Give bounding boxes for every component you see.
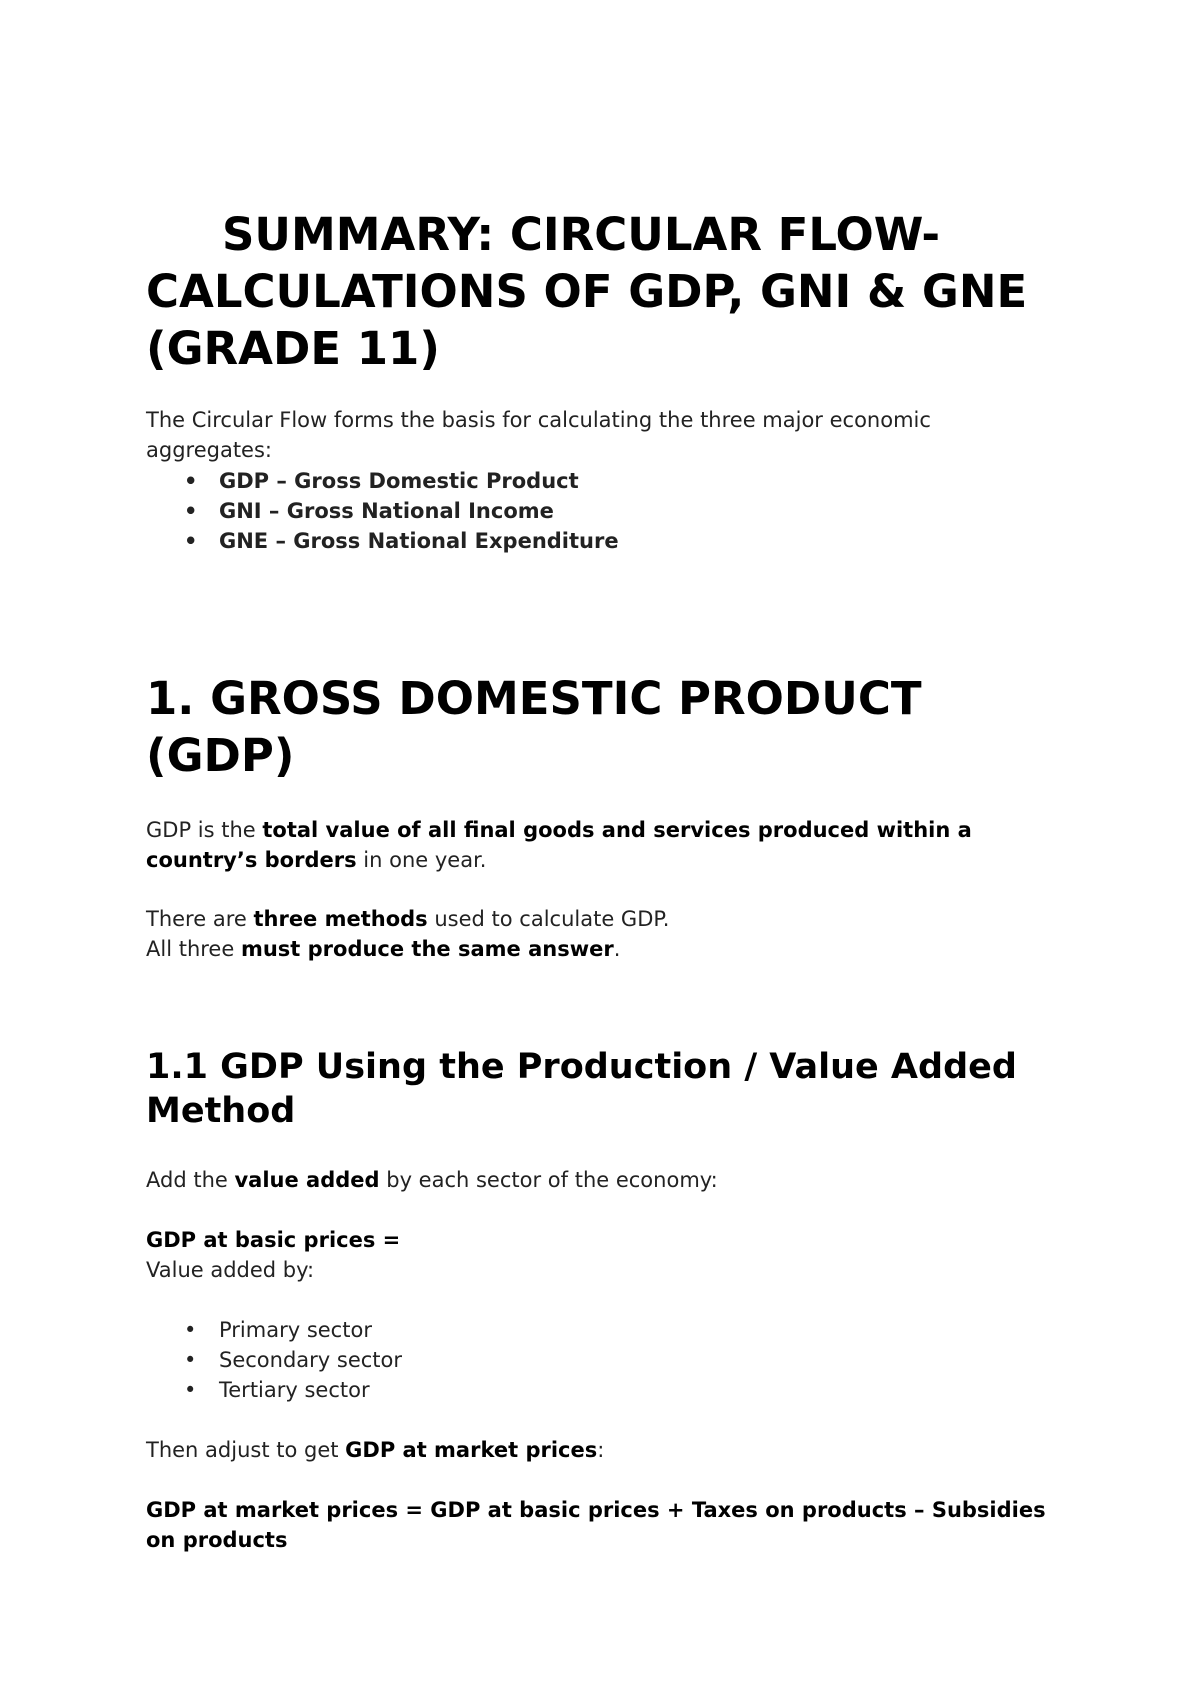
adjust-prefix: Then adjust to get [146,1438,346,1462]
methods-paragraph [146,904,1046,964]
document-title: SUMMARY: CIRCULAR FLOW- CALCULATIONS OF GDP, GNI & GNE (GRADE 11) [146,208,1028,375]
gdp-definition-prefix: GDP is the [146,818,263,842]
value-added-suffix: by each sector of the economy: [379,1168,718,1192]
list-item: • Tertiary sector [146,1375,1046,1405]
same-answer-prefix: All three [146,937,241,961]
adjust-bold: GDP at market prices [345,1438,598,1462]
market-prices-formula: GDP at market prices = GDP at basic prices + Taxes on products – Subsidies on products [146,1498,1046,1552]
adjust-suffix: : [597,1438,605,1462]
list-item: • Primary sector [146,1315,1046,1345]
sectors-list [146,1315,1046,1405]
intro-paragraph: The Circular Flow forms the basis for calculating the three major economic aggregates: [146,408,931,462]
methods-suffix: used to calculate GDP. [427,907,670,931]
adjust-paragraph [146,1435,1046,1465]
methods-bold: three methods [253,907,428,931]
list-item: • GDP – Gross Domestic Product [146,466,1046,496]
basic-prices-paragraph [146,1225,1046,1285]
gdp-definition-suffix: in one year. [356,848,487,872]
value-added-prefix: Add the [146,1168,235,1192]
value-added-by-label: Value added by: [146,1258,315,1282]
section-1-1-heading: 1.1 GDP Using the Production / Value Added Method [146,1047,1017,1131]
list-item: • Secondary sector [146,1345,1046,1375]
same-answer-bold: must produce the same answer [240,937,614,961]
list-item: • GNE – Gross National Expenditure [146,526,1046,556]
section-1-heading: 1. GROSS DOMESTIC PRODUCT (GDP) [146,672,922,782]
basic-prices-label: GDP at basic prices = [146,1228,401,1252]
gdp-definition-bold: total value of all final goods and services produced within a country’s borders [146,818,972,872]
value-added-paragraph [146,1165,1046,1195]
same-answer-suffix: . [613,937,621,961]
gdp-definition [146,815,1046,875]
list-item: • GNI – Gross National Income [146,496,1046,526]
value-added-bold: value added [234,1168,380,1192]
methods-prefix: There are [146,907,254,931]
aggregates-list [146,466,1046,556]
